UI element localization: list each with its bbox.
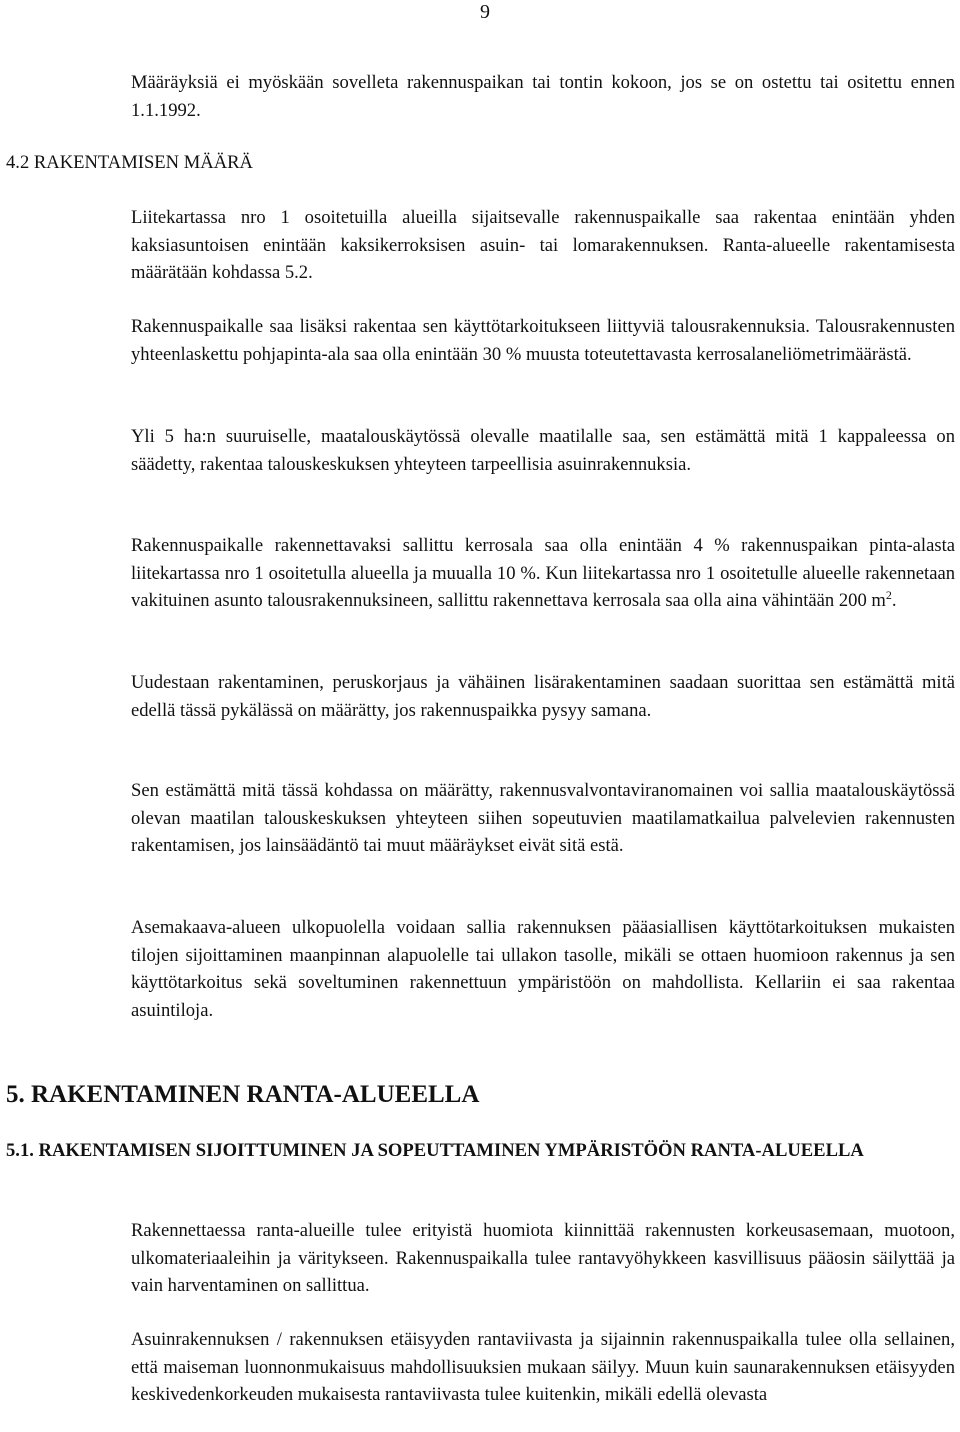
paragraph-text: Rakennuspaikalle rakennettavaksi sallittu kerrosala saa olla enintään 4 % rakennuspaikan pinta-alasta liitekartassa nro 1 osoitetulla alueella ja muualla 10 %. Kun liitekartassa nro 1 osoitetulle alueelle rakennetaan vakituinen asunto talousrakennuksineen, sallittu rakennettava kerrosala saa olla aina vähintään 200 m [131, 535, 955, 612]
paragraph: Asemakaava-alueen ulkopuolella voidaan sallia rakennuksen pääasiallisen käyttötarkoituksen mukaisten tilojen sijoittaminen maanpinnan alapuolelle tai ullakon tasolle, mikäli se ottaen huomioon rakennus ja sen käyttötarkoitus sekä soveltuminen rakennettuun ympäristöön on mahdollista. Kellariin ei saa rakentaa asuintiloja. [131, 917, 955, 1021]
subsection-heading: 5.1. RAKENTAMISEN SIJOITTUMINEN JA SOPEUTTAMINEN YMPÄRISTÖÖN RANTA-ALUEELLA [6, 1140, 864, 1161]
paragraph: Rakennettaessa ranta-alueille tulee erityistä huomiota kiinnittää rakennusten korkeusasemaan, muotoon, ulkomateriaaleihin ja väritykseen. Rakennuspaikalla tulee rantavyöhykkeen kasvillisuus pääosin säilyttää ja vain harventaminen on sallittua. [131, 1220, 955, 1297]
section-heading: 4.2 RAKENTAMISEN MÄÄRÄ [6, 152, 253, 173]
paragraph: Yli 5 ha:n suuruiselle, maatalouskäytössä olevalle maatilalle saa, sen estämättä mitä 1 kappaleessa on säädetty, rakentaa talouskeskuksen yhteyteen tarpeellisia asuinrakennuksia. [131, 426, 955, 475]
page-number: 9 [480, 1, 490, 23]
paragraph-end: . [891, 590, 897, 612]
paragraph: Rakennuspaikalle saa lisäksi rakentaa sen käyttötarkoitukseen liittyviä talousrakennuksia. Talousrakennusten yhteenlaskettu pohjapinta-ala saa olla enintään 30 % muusta toteutettavasta kerrosalaneliömetrimäärästä. [131, 316, 955, 365]
paragraph: Uudestaan rakentaminen, peruskorjaus ja vähäinen lisärakentaminen saadaan suorittaa sen estämättä mitä edellä tässä pykälässä on määrätty, jos rakennuspaikka pysyy samana. [131, 672, 955, 721]
paragraph: Liitekartassa nro 1 osoitetuilla alueilla sijaitsevalle rakennuspaikalle saa rakentaa enintään yhden kaksiasuntoisen enintään kaksikerroksisen asuin- tai lomarakennuksen. Ranta-alueelle rakentamisesta määrätään kohdassa 5.2. [131, 207, 955, 284]
paragraph: Sen estämättä mitä tässä kohdassa on määrätty, rakennusvalvontaviranomainen voi sallia maatalouskäytössä olevan maatilan talouskeskuksen yhteyteen siihen sopeutuvien maatilamatkailua palvelevien rakennusten rakentamisen, jos lainsäädäntö tai muut määräykset eivät sitä estä. [131, 780, 955, 857]
paragraph [131, 532, 955, 615]
paragraph: Määräyksiä ei myöskään sovelleta rakennuspaikan tai tontin kokoon, jos se on ostettu tai ositettu ennen 1.1.1992. [131, 72, 955, 121]
chapter-heading: 5. RAKENTAMINEN RANTA-ALUEELLA [6, 1081, 480, 1108]
paragraph: Asuinrakennuksen / rakennuksen etäisyyden rantaviivasta ja sijainnin rakennuspaikalla tulee olla sellainen, että maiseman luonnonmukaisuus mahdollisuuksien mukaan säilyy. Muun kuin saunarakennuksen etäisyyden keskivedenkorkeuden mukaisesta rantaviivasta tulee kuitenkin, mikäli edellä olevasta [131, 1329, 955, 1406]
superscript: 2 [885, 588, 892, 602]
